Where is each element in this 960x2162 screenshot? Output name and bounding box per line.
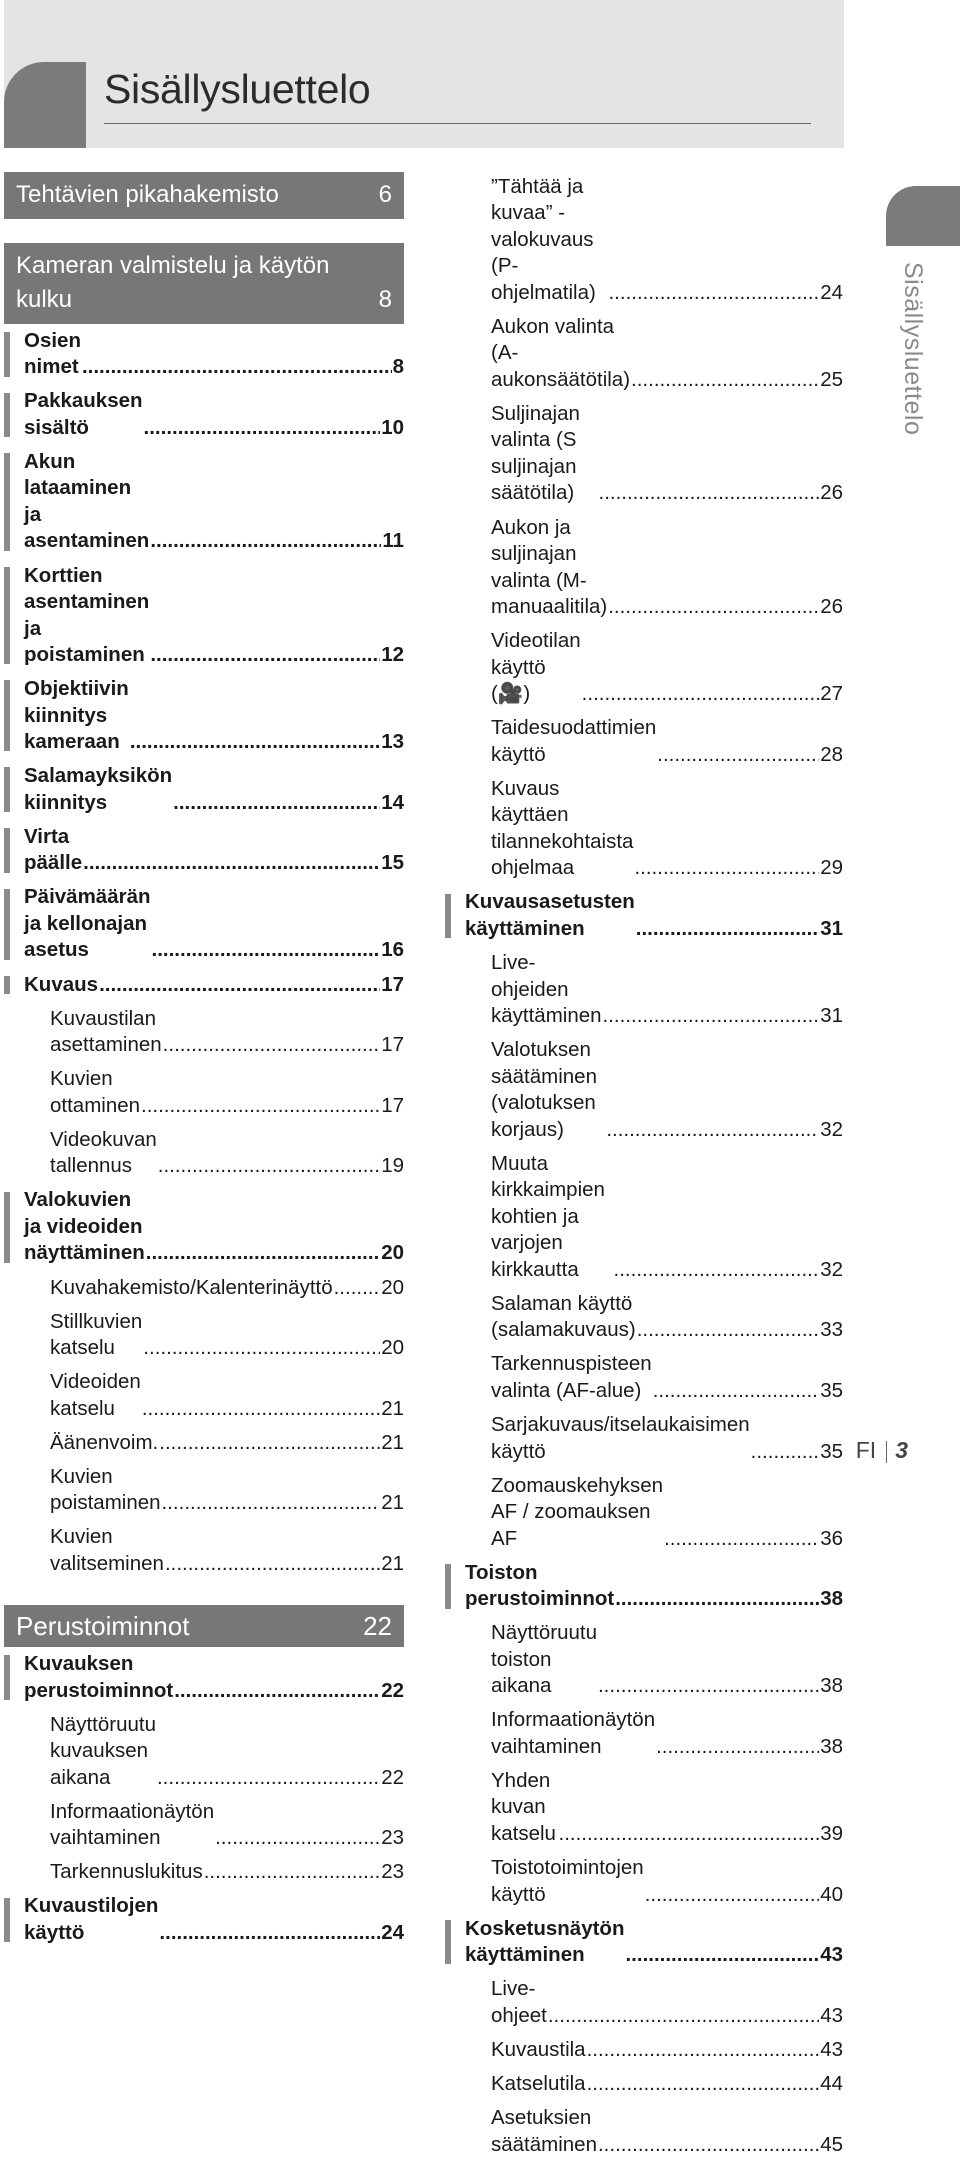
leader-dots: [598, 2132, 819, 2159]
leader-dots: [142, 1396, 380, 1423]
leader-dots: [582, 681, 820, 708]
header-tab-decoration: [4, 62, 86, 148]
toc-chapter-entry[interactable]: [445, 886, 843, 947]
toc-subentry[interactable]: [445, 772, 843, 886]
toc-subentry[interactable]: [4, 1002, 404, 1063]
toc-entry-page: 38: [820, 1734, 843, 1758]
toc-subentry[interactable]: [445, 711, 843, 772]
leader-dots: [587, 2037, 820, 2064]
toc-entry-page: 15: [381, 851, 404, 875]
toc-entry-page: 23: [381, 1826, 404, 1850]
leader-dots: [162, 1490, 381, 1517]
leader-dots: [157, 1765, 380, 1792]
toc-section-title: Kameran valmistelu ja käytön kulku: [16, 252, 330, 313]
toc-entry-title: Zoomauskehyksen AF / zoomauksen AF: [491, 1473, 664, 1550]
page-footer: [856, 1437, 908, 1464]
toc-entry-title: Kosketusnäytön käyttäminen: [465, 1916, 625, 1967]
toc-entry-page: 28: [820, 742, 843, 766]
toc-chapter-entry[interactable]: [4, 672, 404, 759]
toc-entry-page: 35: [820, 1439, 843, 1463]
toc-left-column: [4, 172, 404, 1950]
toc-subentry[interactable]: [445, 1348, 843, 1409]
toc-subentry[interactable]: [445, 2033, 843, 2067]
toc-entry-title: Kuvauksen perustoiminnot: [24, 1652, 174, 1702]
leader-dots: [204, 1859, 380, 1886]
toc-entry-title: Kuvien ottaminen: [50, 1067, 141, 1117]
toc-entry-title: Pakkauksen sisältö: [24, 389, 143, 439]
toc-subentry[interactable]: [4, 1271, 404, 1305]
toc-entry-page: 32: [820, 1257, 843, 1281]
toc-subentry[interactable]: [445, 1033, 843, 1147]
toc-chapter-entry[interactable]: [4, 385, 404, 446]
toc-entry-page: 36: [820, 1526, 843, 1550]
leader-dots: [159, 1920, 380, 1947]
toc-section-header[interactable]: [4, 243, 404, 324]
toc-entry-title: Asetuksien säätäminen: [491, 2106, 597, 2156]
toc-subentry[interactable]: [445, 1147, 843, 1287]
leader-dots: [215, 1825, 380, 1852]
toc-entry-page: 43: [820, 2037, 843, 2061]
leader-dots: [608, 280, 819, 307]
toc-entry-page: 32: [820, 1117, 843, 1141]
toc-entry-title: Kuvien poistaminen: [50, 1464, 161, 1515]
toc-entry-page: 22: [381, 1678, 404, 1702]
page-title: Sisällysluettelo: [104, 66, 371, 112]
toc-chapter-entry[interactable]: [4, 820, 404, 881]
toc-entry-title: Yhden kuvan katselu: [491, 1768, 556, 1845]
toc-subentry[interactable]: [4, 1426, 404, 1460]
leader-dots: [130, 729, 380, 756]
toc-entry-title: Näyttöruutu toiston aikana: [491, 1621, 597, 1698]
toc-entry-page: 10: [381, 415, 404, 439]
leader-dots: [653, 1378, 820, 1405]
toc-chapter-entry[interactable]: [4, 759, 404, 820]
title-rule: [104, 123, 811, 124]
leader-dots: [751, 1439, 820, 1466]
leader-dots: [664, 1526, 819, 1553]
leader-dots: [146, 1240, 380, 1267]
toc-entry-page: 31: [820, 1004, 843, 1028]
toc-entry-title: Kuvaustilojen käyttö: [24, 1894, 159, 1944]
toc-entry-page: 17: [381, 1033, 404, 1057]
chapter-marker: [445, 1920, 451, 1965]
toc-entry-page: 38: [820, 1587, 843, 1611]
toc-section-page: 22: [363, 1611, 392, 1642]
toc-entry-page: 22: [381, 1765, 404, 1789]
leader-dots: [334, 1275, 381, 1302]
toc-subentry[interactable]: [4, 1123, 404, 1184]
toc-entry-page: 38: [820, 1674, 843, 1698]
leader-dots: [634, 855, 819, 882]
leader-dots: [144, 415, 381, 442]
leader-dots: [656, 1734, 819, 1761]
leader-dots: [625, 1942, 819, 1969]
toc-entry-page: 23: [381, 1860, 404, 1884]
toc-entry-page: 27: [820, 682, 843, 706]
toc-chapter-entry[interactable]: [4, 559, 404, 673]
toc-chapter-entry[interactable]: [4, 881, 404, 968]
toc-entry-title: Videoiden katselu: [50, 1370, 141, 1420]
leader-dots: [159, 1430, 380, 1457]
chapter-marker: [4, 889, 10, 960]
toc-subentry[interactable]: [445, 1617, 843, 1704]
toc-chapter-entry[interactable]: [4, 324, 404, 385]
chapter-marker: [4, 767, 10, 812]
toc-entry-page: 31: [820, 916, 843, 940]
leader-dots: [636, 916, 819, 943]
footer-separator: [886, 1441, 887, 1463]
toc-subentry[interactable]: [445, 1408, 843, 1469]
toc-section-page: 6: [378, 181, 392, 208]
toc-entry-title: Päivämäärän ja kellonajan asetus: [24, 885, 151, 962]
chapter-marker: [4, 1192, 10, 1263]
toc-subentry[interactable]: [445, 1764, 843, 1851]
toc-subentry[interactable]: [4, 1708, 404, 1795]
toc-entry-title: Toistotoimintojen käyttö: [491, 1856, 644, 1906]
toc-entry-page: 26: [820, 481, 843, 505]
toc-subentry[interactable]: [445, 1972, 843, 2033]
toc-entry-title: Suljinajan valinta (S suljinajan säätötila): [491, 401, 580, 505]
toc-chapter-entry[interactable]: [445, 1912, 843, 1973]
toc-entry-title: Salaman käyttö (salamakuvaus): [491, 1291, 636, 1342]
leader-dots: [548, 2003, 819, 2030]
toc-entry-title: Äänenvoim.: [50, 1430, 159, 1454]
toc-entry-page: 20: [381, 1336, 404, 1360]
leader-dots: [163, 1032, 381, 1059]
toc-entry-page: 17: [381, 1093, 404, 1117]
toc-section-header[interactable]: [4, 172, 404, 219]
toc-entry-page: 17: [381, 972, 404, 996]
leader-dots: [598, 1673, 819, 1700]
toc-entry-title: Kuvausasetusten käyttäminen: [465, 890, 635, 940]
toc-subentry[interactable]: [445, 1704, 843, 1765]
toc-entry-title: Tarkennuspisteen valinta (AF-alue): [491, 1352, 652, 1402]
toc-entry-page: 24: [820, 280, 843, 304]
toc-entry-page: 43: [820, 1943, 843, 1967]
leader-dots: [99, 972, 380, 999]
toc-subentry[interactable]: [445, 310, 843, 397]
toc-subentry[interactable]: [4, 1460, 404, 1521]
leader-dots: [606, 1117, 819, 1144]
leader-dots: [599, 480, 820, 507]
leader-dots: [173, 790, 380, 817]
toc-section-page: 8: [378, 286, 392, 313]
toc-entry-page: 35: [820, 1378, 843, 1402]
toc-entry-page: 39: [820, 1821, 843, 1845]
toc-entry-page: 21: [381, 1551, 404, 1575]
leader-dots: [603, 1003, 820, 1030]
toc-section-title: Tehtävien pikahakemisto: [16, 181, 279, 208]
toc-entry-title: Informaationäytön vaihtaminen: [50, 1799, 215, 1850]
chapter-marker: [4, 828, 10, 873]
toc-entry-title: Kuvaus käyttäen tilannekohtaista ohjelmaa: [491, 776, 634, 880]
toc-entry-title: Stillkuvien katselu: [50, 1309, 143, 1360]
toc-chapter-entry[interactable]: [4, 968, 404, 1002]
leader-dots: [158, 1153, 380, 1180]
toc-entry-title: Valotuksen säätäminen (valotuksen korjaus): [491, 1038, 597, 1141]
chapter-marker: [4, 1655, 10, 1700]
toc-entry-page: 45: [820, 2132, 843, 2156]
leader-dots: [143, 1335, 380, 1362]
toc-chapter-entry[interactable]: [4, 1647, 404, 1708]
toc-subentry[interactable]: [4, 1062, 404, 1123]
toc-entry-title: Näyttöruutu kuvauksen aikana: [50, 1712, 156, 1789]
toc-entry-title: Muuta kirkkaimpien kohtien ja varjojen kirkkautta: [491, 1151, 605, 1281]
toc-entry-page: 14: [381, 790, 404, 814]
toc-entry-page: 21: [381, 1396, 404, 1420]
toc-entry-title: Sarjakuvaus/itselaukaisimen käyttö: [491, 1413, 750, 1463]
chapter-marker: [445, 1564, 451, 1609]
leader-dots: [614, 1257, 820, 1284]
toc-entry-page: 12: [381, 643, 404, 667]
chapter-marker: [445, 894, 451, 939]
toc-entry-title: Kuvaustilan asettaminen: [50, 1006, 162, 1057]
toc-entry-page: 29: [820, 856, 843, 880]
leader-dots: [587, 2071, 820, 2098]
toc-subentry[interactable]: [445, 170, 843, 310]
toc-entry-title: Aukon ja suljinajan valinta (M-manuaalitila): [491, 515, 608, 619]
toc-subentry[interactable]: [445, 511, 843, 625]
toc-subentry[interactable]: [445, 1851, 843, 1912]
toc-entry-page: 21: [381, 1430, 404, 1454]
page-number: 3: [895, 1437, 908, 1463]
toc-entry-title: Videokuvan tallennus: [50, 1127, 157, 1178]
toc-entry-title: Kuvaus: [24, 972, 99, 996]
leader-dots: [165, 1551, 380, 1578]
toc-subentry[interactable]: [445, 1287, 843, 1348]
leader-dots: [150, 642, 380, 669]
toc-entry-title: Live-ohjeiden käyttäminen: [491, 951, 602, 1028]
toc-entry-page: 20: [381, 1241, 404, 1265]
leader-dots: [150, 528, 381, 555]
toc-entry-page: 13: [381, 730, 404, 754]
leader-dots: [174, 1678, 380, 1705]
toc-entry-title: Kuvien valitseminen: [50, 1525, 164, 1575]
toc-entry-title: Akun lataaminen ja asentaminen: [24, 449, 150, 553]
toc-entry-page: 25: [820, 367, 843, 391]
toc-section-header[interactable]: [4, 1605, 404, 1647]
chapter-marker: [4, 680, 10, 751]
toc-entry-page: 19: [381, 1154, 404, 1178]
toc-entry-title: Kuvaustila: [491, 2037, 586, 2061]
toc-entry-title: Live-ohjeet: [491, 1977, 547, 2027]
toc-subentry[interactable]: [445, 1469, 843, 1556]
leader-dots: [637, 1317, 820, 1344]
toc-section-title: Perustoiminnot: [16, 1611, 190, 1642]
leader-dots: [615, 1586, 819, 1613]
toc-entry-page: 44: [820, 2071, 843, 2095]
leader-dots: [645, 1882, 819, 1909]
chapter-marker: [4, 332, 10, 377]
toc-entry-title: Salamayksikön kiinnitys: [24, 764, 173, 814]
toc-entry-title: Virta päälle: [24, 824, 83, 875]
leader-dots: [152, 937, 381, 964]
toc-entry-title: Informaationäytön vaihtaminen: [491, 1708, 656, 1758]
footer-language: FI: [855, 1437, 877, 1463]
side-section-label: Sisällysluettelo: [899, 262, 927, 436]
toc-chapter-entry[interactable]: [445, 1556, 843, 1617]
leader-dots: [631, 367, 819, 394]
leader-dots: [559, 1821, 820, 1848]
toc-entry-page: 26: [820, 595, 843, 619]
toc-entry-title: Aukon valinta (A-aukonsäätötila): [491, 314, 631, 391]
toc-subentry[interactable]: [4, 1305, 404, 1366]
toc-entry-page: 24: [381, 1920, 404, 1944]
toc-entry-page: 16: [381, 938, 404, 962]
toc-chapter-entry[interactable]: [4, 1890, 404, 1951]
toc-entry-page: 11: [382, 529, 404, 553]
leader-dots: [657, 742, 819, 769]
side-tab-decoration: [886, 186, 960, 246]
toc-entry-page: 40: [820, 1882, 843, 1906]
chapter-marker: [4, 393, 10, 438]
toc-subentry[interactable]: [4, 1521, 404, 1582]
toc-entry-title: Katselutila: [491, 2071, 586, 2095]
chapter-marker: [4, 1898, 10, 1943]
toc-chapter-entry[interactable]: [4, 445, 404, 559]
toc-entry-title: Toiston perustoiminnot: [465, 1560, 615, 1611]
toc-entry-title: Valokuvien ja videoiden näyttäminen: [24, 1188, 145, 1265]
toc-entry-title: Taidesuodattimien käyttö: [491, 716, 657, 766]
toc-entry-page: 8: [392, 355, 404, 379]
leader-dots: [141, 1093, 380, 1120]
toc-subentry[interactable]: [445, 946, 843, 1033]
toc-subentry[interactable]: [4, 1365, 404, 1426]
toc-entry-title: Korttien asentaminen ja poistaminen: [24, 563, 150, 667]
toc-entry-page: 33: [820, 1318, 843, 1342]
chapter-marker: [4, 453, 10, 551]
toc-subentry[interactable]: [445, 2101, 843, 2162]
toc-subentry[interactable]: [445, 397, 843, 511]
toc-entry-title: ”Tähtää ja kuvaa” -valokuvaus (P-ohjelmatila): [491, 174, 596, 304]
toc-entry-title: Objektiivin kiinnitys kameraan: [24, 677, 129, 754]
toc-entry-title: Kuvahakemisto/Kalenterinäyttö: [50, 1275, 333, 1299]
toc-subentry[interactable]: [4, 1856, 404, 1890]
toc-right-column: [445, 170, 843, 2162]
toc-entry-page: 43: [820, 2003, 843, 2027]
chapter-marker: [4, 567, 10, 665]
leader-dots: [608, 594, 819, 621]
toc-subentry[interactable]: [4, 1795, 404, 1856]
toc-entry-title: Tarkennuslukitus: [50, 1860, 203, 1884]
toc-entry-title: Videotilan käyttö (🎥): [491, 629, 581, 706]
toc-subentry[interactable]: [445, 2067, 843, 2101]
chapter-marker: [4, 976, 10, 994]
toc-chapter-entry[interactable]: [4, 1184, 404, 1271]
toc-entry-page: 21: [381, 1491, 404, 1515]
toc-entry-page: 20: [381, 1275, 404, 1299]
leader-dots: [82, 354, 392, 381]
leader-dots: [83, 850, 380, 877]
toc-subentry[interactable]: [445, 624, 843, 711]
toc-entry-title: Osien nimet: [24, 328, 81, 379]
